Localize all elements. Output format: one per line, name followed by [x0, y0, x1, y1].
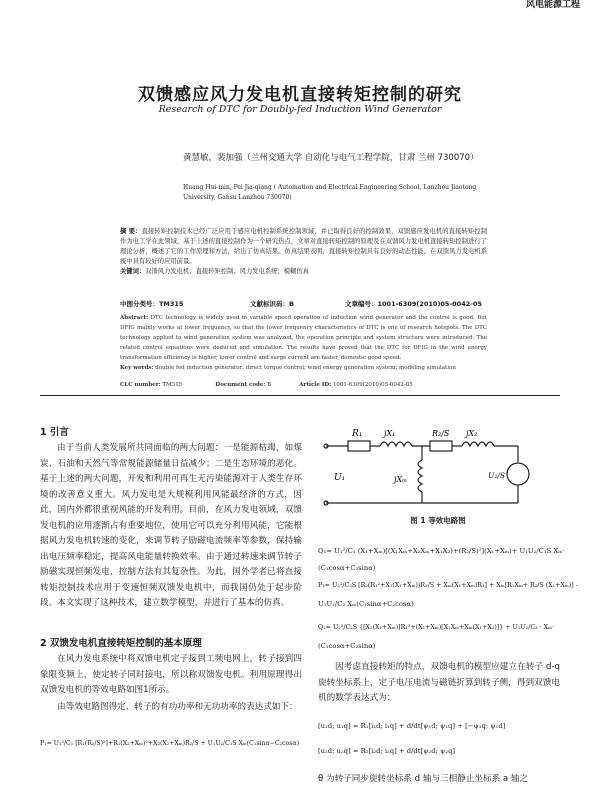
- formula-q2: Q₂= U₂²/C₂S {[X₂(X₁+Xₘ)]R₁²+(X₁+Xₘ)[X₁Xₘ+Xₘ(X₁+X₂)]} + U₁U₂/C₂ · Xₘ·: [318, 624, 555, 631]
- divider: [40, 395, 560, 396]
- keywords-en-text: double fed induction generator; direct torque control; wind energy generation system; modeling simulation: [155, 365, 456, 371]
- formula-p2: P₂= U₂²/C₂S [R₂(R₁²+X₁(X₁+Xₘ))R₂/S + Xₘ(X₁+Xₘ)R₁] + Xₘ[R₁Xₘ+ R₂/S (X₁+Xₘ)] -: [318, 582, 578, 589]
- formula-q1: Q₁= U₁²/C₁ (X₁+Xₘ)[(X₁Xₘ+X₂Xₘ+X₁X₂)+(R₂/S)²](X₁+Xₘ)+ U₁U₂/C₁S Xₘ·: [318, 547, 565, 555]
- keywords-en-label: Key words:: [120, 365, 154, 371]
- doc-label: 文献标识码：: [250, 300, 289, 308]
- doc-value: B: [289, 300, 294, 308]
- formula-p2b: U₁U₂/C₂ Xₘ(C₁sinα+C₂cosα): [318, 600, 414, 608]
- doc-en-label: Document code:: [215, 382, 266, 388]
- article-value: 1001-6309(2010)05-0042-05: [377, 300, 482, 308]
- r2s-resistor: [430, 441, 452, 451]
- clc-en-label: CLC number:: [120, 382, 161, 388]
- meta-cn: [120, 299, 183, 308]
- abstract-text: 直接转矩控制技术已经广泛应用于感应电机控制系统控制领域，并已取得良好的控制效果，双馈感应发电机的直接转矩控制作为电工学在此领域，基于上述的直接控制作为一个研究热点，文章对直接转矩控制的原理及在双馈风力发电机直接转矩控制进行了理论分析，概述了它的工作原理和方法，给出了仿真结果。仿真结果表明，直接转矩控制具有良好的动态性能，在双馈风力发电机系统中具有较好的应用前景。: [120, 228, 487, 265]
- xm-label: jXₘ: [394, 475, 408, 484]
- section2-text: 在风力发电系统中将双馈电机定子接到工频电网上，转子接到四象限变频上，使定转子同时接电，所以称双馈发电机。利用原理得出双馈发电机的等效电路如图1所示。: [40, 654, 302, 695]
- x2-inductor: [462, 442, 494, 446]
- formula-q1b: (C₁cosα+C₂sinα): [318, 564, 376, 572]
- authors-cn: 黄慧敏，裴加强（兰州交通大学 自动化与电气工程学院，甘肃 兰州 730070）: [183, 153, 479, 163]
- article-label: 文章编号：: [345, 300, 378, 308]
- doc-en-value: B: [267, 382, 272, 388]
- journal-corner: 风电能源工程: [525, 0, 580, 10]
- meta-en: [120, 380, 540, 390]
- meta-cn-doc: [250, 299, 294, 308]
- section2-text2: 由等效电路图得定、转子的有功功率和无功功率的表达式如下：: [57, 702, 298, 712]
- u1-label: U₁: [334, 473, 346, 483]
- x2-label: jX₂: [466, 429, 478, 438]
- section2-heading: 2 双馈发电机直接转矩控制的基本原理: [40, 638, 202, 649]
- section1-heading: 1 引言: [40, 427, 69, 438]
- x1-inductor: [380, 442, 412, 446]
- section1-text: 由于当前人类发展所共同面临的两大问题：一是能源枯竭，如煤炭、石油和天然气等常规能源储量日益减少；二是生态环境的恶化。基于上述的两大问题，开发和利用可再生无污染能源对于人类生存环境的改善意义重大。风力发电是大规模利用风能最经济的方式，因此，国内外都很重视风能的开发利用。目前，在风力发电领域，双馈发电机的应用逐渐占有重要地位，使用它可以充分利用风能，它能根据风力发电机转速的变化，来调节转子励磁电流频率等参数，保持输出电压频率稳定，提高风电能量转换效率。由于通过转速来调节转子励磁实现恒频发电，控制方法有其复杂性。为此，国外学者已将直接转矩控制技术应用于变速恒频双馈发电机中，而我国仍处于起步阶段。本文实现了这种技术，建立数学模型，并进行了基本的仿真。: [40, 443, 302, 608]
- right-para1: 因考虑直接转矩的特点，双馈电机的模型应建立在转子 d-q 旋转坐标系上，定子电压电流与磁链折算到转子侧，得到双馈电机的数学表达式为：: [318, 662, 560, 703]
- paper-subtitle: Research of DTC for Doubly-fed Induction Wind Generator: [158, 104, 442, 115]
- abstract-cn: [120, 227, 487, 277]
- abstract-en-label: Abstract:: [120, 315, 149, 321]
- abstract-en-text: DTC technology is widely used in variable speed operation of induction wind generator and the control is good. But DFIG mainly works at lower frequency, so that the lower frequency characteristics of DTC is one of research hotspots. The DTC technology applied to wind generation system was analyzed, the operation principle and system structure were introduced. The related control equations were deduced and simulation. The results have proved that the DTC for DFIG in the wind energy transformation efficiency is higher, lower control and surge current are faster, domestic good speed.: [120, 315, 487, 361]
- u2s-source: [507, 463, 529, 485]
- matrix-eq1: [u₁d; u₁q] = R₁[i₁d; i₁q] + d/dt[ψ₁d; ψ₁q] + [−ψ₁q; ψ₁d]: [318, 722, 506, 730]
- article-en-label: Article ID:: [299, 382, 332, 388]
- meta-cn-article: [345, 299, 482, 308]
- article-en-value: 1001-6309(2010)05-0042-05: [332, 382, 413, 388]
- formula-q2b: (C₁cosα+C₂sinα): [318, 642, 376, 650]
- clc-value: TM315: [159, 300, 184, 308]
- paper-title: 双馈感应风力发电机直接转矩控制的研究: [138, 85, 462, 105]
- xm-inductor: [418, 460, 422, 492]
- abstract-label: 摘 要：: [120, 228, 142, 235]
- clc-en-value: TM315: [162, 382, 183, 388]
- x1-label: jX₁: [384, 429, 396, 438]
- equivalent-circuit-diagram: [318, 418, 558, 513]
- r2s-label: R₂/S: [432, 429, 450, 438]
- r1-resistor: [348, 441, 370, 451]
- matrix-eq2: [u₂d; u₂q] = R₂[i₂d; i₂q] + d/dt[ψ₂d; ψ₂q]: [318, 747, 456, 755]
- keywords-text: 双馈风力发电机；直接转矩控制；风力发电系统；模糊仿真: [145, 268, 309, 275]
- r1-label: R₁: [352, 429, 363, 439]
- authors-en: Huang Hui-min, Pei Jia-qiang ( Automation and Electrical Engineering School, Lanzhou Jiaotong University, Gansu Lanzhou 730070): [183, 184, 477, 201]
- formula-p1-left: P₁= U₁²/C₁ [R₁(R₂/S)²]+R₁(X₂+Xₘ)²+X₂(X₂+Xₘ)R₂/S + U₁U₂/C₁S Xₘ(C₁sinα−C₂cosα): [40, 740, 300, 747]
- abstract-en: [120, 313, 487, 373]
- keywords-label: 关键词：: [120, 268, 146, 275]
- clc-label: 中图分类号：: [120, 300, 159, 308]
- u2s-label: U₂/S: [488, 471, 505, 480]
- figure-caption: 图 1 等效电路图: [410, 516, 466, 525]
- right-para2: θ 为转子同步旋转坐标系 d 轴与三相静止坐标系 a 轴之: [318, 774, 529, 784]
